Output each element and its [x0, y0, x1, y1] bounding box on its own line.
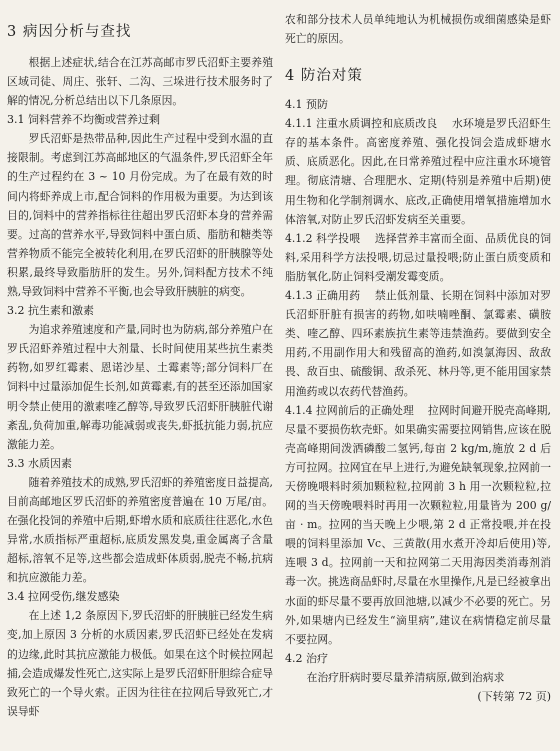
section-4-1-3-heading: 4.1.3 正确用药: [285, 289, 361, 303]
section-3-3-text: 随着养殖技术的成熟,罗氏沼虾的养殖密度日益提高,目前高邮地区罗氏沼虾的养殖密度普遍在 10 万尾/亩。在强化投饲的养殖中后期,虾增水质和底质往往恶化,水色异常,水质指标严重超标,底质发黑发臭,重金属离子含量超标,溶氧不足等,这些都会造成虾体质弱,脱壳不畅,抗病和抗应激能力差。: [7, 475, 273, 585]
section-3-1-text: 罗氏沼虾是热带品种,因此生产过程中受到水温的直接限制。考虑到江苏高邮地区的气温条件,罗氏沼虾全年的生产过程约在 3 ~ 10 月份完成。为了在最有效的时间内将虾养成上市,配合饲料的作用极为重要。为达到该目的,饲料中的营养指标往往超出罗氏沼虾本身的营养需要。过高的营养水平,导致饲料中蛋白质、脂肪和糖类等营养物质不能完全被转化利用,在罗氏沼虾的肝胰腺等处积累,最终导致脂肪肝的发生。另外,饲料配方技术不纯熟,导致饲料中营养不平衡,也会导致肝胰脏的病变。: [7, 132, 273, 299]
section-3-2-heading: 3.2 抗生素和激素: [7, 304, 94, 318]
section-3-2-text: 为追求养殖速度和产量,同时也为防病,部分养殖户在罗氏沼虾养殖过程中大剂量、长时间使用某些抗生素类药物,如罗红霉素、恩诺沙星、土霉素等;部分饲料厂在饲料中过量添加促生长剂,如黄霉素,有的甚至还添加国家明令禁止使用的激素喹乙醇等,导致罗氏沼虾肝胰脏代谢紊乱,负荷加重,解毒功能减弱或丧失,虾抵抗能力弱,抗应激能力差。: [7, 323, 273, 451]
left-column: [7, 10, 273, 721]
section-4-1-2-heading: 4.1.2 科学投喂: [285, 231, 361, 245]
section-4-2-heading: 4.2 治疗: [285, 651, 328, 665]
section-3-1-heading: 3.1 饲料营养不均衡或营养过剩: [7, 113, 160, 127]
section-4-1-1-body: 水环境是罗氏沼虾生存的基本条件。高密度养殖、强化投饲会造成虾塘水质、底质恶化。因此,在日常养殖过程中应注重水环境管理。彻底清塘、合理肥水、定期(特别是养殖中后期)使用生物和化学制剂调水、底改,正确使用增氧措施增加水体溶氧,对防止罗氏沼虾发病至关重要。: [285, 117, 552, 226]
section-4-1-heading: 4.1 预防: [285, 98, 328, 112]
section-4-1-1-heading: 4.1.1 注重水质调控和底质改良: [285, 117, 438, 131]
section-4-1-3-body: 禁止低剂量、长期在饲料中添加对罗氏沼虾肝脏有损害的药物,如呋喃唑酮、氯霉素、磺胺类、喹乙醇、四环素族抗生素等违禁渔药。要做到安全用药,不用副作用大和残留高的渔药,如溴氯海因、敌敌畏、敌百虫、硫酸铜、敌杀死、林丹等,更不能用国家禁用渔药或以农药代替渔药。: [285, 289, 552, 398]
section-4-1-4-heading: 4.1.4 拉网前后的正确处理: [285, 403, 414, 417]
section-4-1-3-text: [285, 286, 551, 401]
section-3-intro: 根据上述症状,结合在江苏高邮市罗氏沼虾主要养殖区域司徒、周庄、张轩、二沟、三垛进行技术服务时了解的情况,分析总结出以下几条原因。: [7, 56, 273, 108]
section-3-heading: 3 病因分析与查找: [7, 24, 132, 40]
section-4-1-2-text: [285, 229, 551, 286]
section-4-1-4-body: 拉网时间避开脱壳高峰期,尽量不要损伤软壳虾。如果确实需要拉网销售,应该在脱壳高峰期间泼洒磷酸二氢钙,每亩 2 kg/m,施放 2 d 后方可拉网。拉网宜在早上进行,为避免缺氧现象,拉网前一天傍晚喂料时须加颗粒粒,拉网前 3 h 用一次颗粒粒,拉网的当天傍晚喂料时再用一次颗粒粒,用量皆为 200 g/亩 · m。拉网的当天晚上少喂,第 2 d 正常投喂,并在投喂的饲料里添加 Vc、三黄散(用水煮开冷却后使用)等,连喂 3 d。拉网前一天和拉网第二天用海因类消毒剂消毒一次。挑选商品虾时,尽量在水里操作,凡是已经被拿出水面的虾尽量不要再放回池塘,以减少不必要的死亡。另外,如果塘内已经发生“滴里病”,建议在病情稳定前尽量不要拉网。: [285, 403, 551, 646]
continued-on-page-note: (下转第 72 页): [477, 689, 551, 703]
section-3-4-text: 在上述 1,2 条原因下,罗氏沼虾的肝胰脏已经发生病变,加上原因 3 分析的水质因素,罗氏沼虾已经处在发病的边缘,此时其抗应激能力极低。如果在这个时候拉网起捕,会造成爆发性死亡,这实际上是罗氏沼虾肝胆综合症导致死亡的一个导火索。正因为往往在拉网后导致死亡,才误导虾: [7, 609, 273, 718]
section-3-3-heading: 3.3 水质因素: [7, 456, 72, 470]
section-4-heading: 4 防治对策: [285, 68, 363, 85]
section-4-1-1-text: [285, 114, 551, 229]
right-column: [285, 10, 551, 706]
section-4-1-2-body: 选择营养丰富而全面、品质优良的饲料,采用科学方法投喂,切忌过量投喂;防止蛋白质变质和脂肪氧化,防止饲料受潮发霉变质。: [285, 231, 552, 283]
section-3-4-heading: 3.4 拉网受伤,继发感染: [7, 590, 120, 604]
section-4-2-text: 在治疗肝病时要尽量养清病原,做到治病求: [306, 670, 505, 684]
section-4-1-4-text: [285, 401, 551, 649]
continued-paragraph: 农和部分技术人员单纯地认为机械损伤或细菌感染是虾死亡的原因。: [285, 13, 551, 46]
